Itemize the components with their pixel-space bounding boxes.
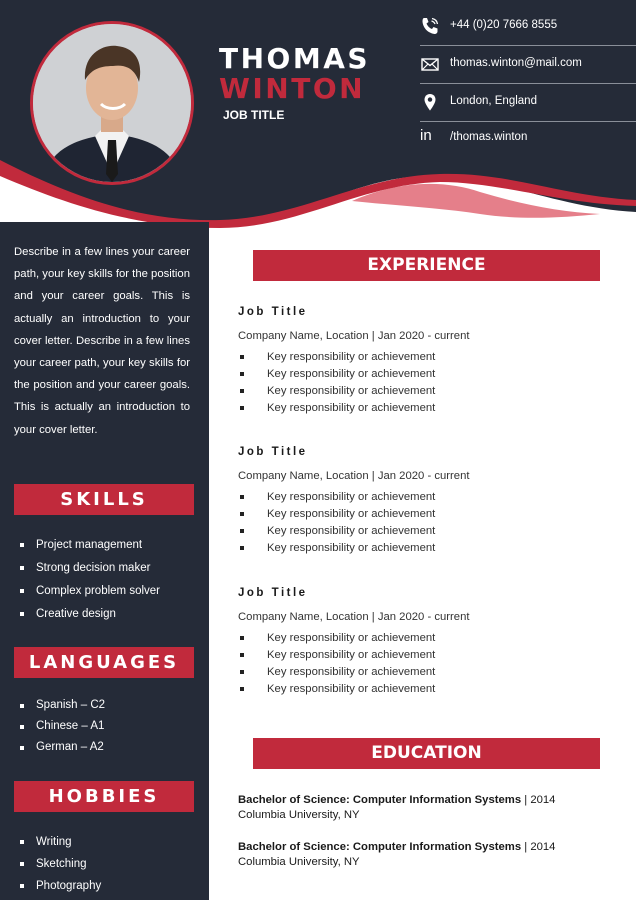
envelope-icon <box>420 54 440 74</box>
skill-item: Creative design <box>20 603 160 626</box>
experience-company: Company Name, Location | Jan 2020 - current <box>238 611 470 623</box>
experience-entry <box>238 301 618 417</box>
languages-list <box>20 695 105 758</box>
experience-heading: EXPERIENCE <box>253 250 600 281</box>
responsibility-item: Key responsibility or achievement <box>238 366 618 383</box>
profile-photo <box>30 21 194 185</box>
responsibility-item: Key responsibility or achievement <box>238 489 618 506</box>
phone-icon <box>420 16 440 36</box>
responsibility-item: Key responsibility or achievement <box>238 523 618 540</box>
education-entry <box>238 793 618 822</box>
contact-email-row <box>420 45 636 84</box>
responsibility-item: Key responsibility or achievement <box>238 400 618 417</box>
experience-company: Company Name, Location | Jan 2020 - current <box>238 330 470 342</box>
responsibility-item: Key responsibility or achievement <box>238 383 618 400</box>
linkedin-icon: in <box>420 127 432 144</box>
language-item: Spanish – C2 <box>20 695 105 716</box>
responsibility-item: Key responsibility or achievement <box>238 630 618 647</box>
last-name: WINTON <box>219 72 366 105</box>
education-school: Columbia University, NY <box>238 808 360 821</box>
education-year: | 2014 <box>521 794 556 806</box>
resume-header <box>0 0 636 230</box>
language-item: Chinese – A1 <box>20 716 105 737</box>
contact-phone: +44 (0)20 7666 8555 <box>450 19 558 31</box>
experience-entry <box>238 582 618 698</box>
skill-item: Project management <box>20 534 160 557</box>
hobby-item: Sketching <box>20 853 101 875</box>
contact-phone-row <box>420 7 636 46</box>
responsibility-item: Key responsibility or achievement <box>238 349 618 366</box>
skill-item: Complex problem solver <box>20 580 160 603</box>
skill-item: Strong decision maker <box>20 557 160 580</box>
experience-job-title: Job Title <box>238 587 308 599</box>
hobby-item: Photography <box>20 875 101 897</box>
contact-location: London, England <box>450 95 537 107</box>
contact-linkedin-row <box>420 121 636 159</box>
hobbies-heading: HOBBIES <box>14 781 194 812</box>
experience-job-title: Job Title <box>238 446 308 458</box>
location-pin-icon <box>420 92 440 112</box>
education-degree: Bachelor of Science: Computer Information Systems <box>238 841 522 853</box>
responsibility-item: Key responsibility or achievement <box>238 540 618 557</box>
responsibility-item: Key responsibility or achievement <box>238 506 618 523</box>
job-title: JOB TITLE <box>223 108 285 122</box>
languages-heading: LANGUAGES <box>14 647 194 678</box>
hobbies-list <box>20 831 101 897</box>
skills-list <box>20 534 160 626</box>
education-year: | 2014 <box>521 841 556 853</box>
responsibility-item: Key responsibility or achievement <box>238 664 618 681</box>
education-school: Columbia University, NY <box>238 855 360 868</box>
responsibility-item: Key responsibility or achievement <box>238 647 618 664</box>
hobby-item: Writing <box>20 831 101 853</box>
person-portrait-icon <box>33 24 191 182</box>
contact-location-row <box>420 83 636 122</box>
education-entry <box>238 840 618 869</box>
first-name: THOMAS <box>219 42 371 75</box>
experience-job-title: Job Title <box>238 306 308 318</box>
education-degree: Bachelor of Science: Computer Information Systems <box>238 794 522 806</box>
contact-linkedin: /thomas.winton <box>450 131 528 143</box>
language-item: German – A2 <box>20 737 105 758</box>
skills-heading: SKILLS <box>14 484 194 515</box>
experience-entry <box>238 441 618 557</box>
experience-company: Company Name, Location | Jan 2020 - current <box>238 470 470 482</box>
responsibility-item: Key responsibility or achievement <box>238 681 618 698</box>
contact-email: thomas.winton@mail.com <box>450 57 582 69</box>
intro-text: Describe in a few lines your career path, your key skills for the position and your career goals. This is actually an introduction to your cover letter. Describe in a few lines your career path, your key skills for the position and your career goals. This is actually an introduction to your cover letter. <box>14 246 190 436</box>
education-heading: EDUCATION <box>253 738 600 769</box>
